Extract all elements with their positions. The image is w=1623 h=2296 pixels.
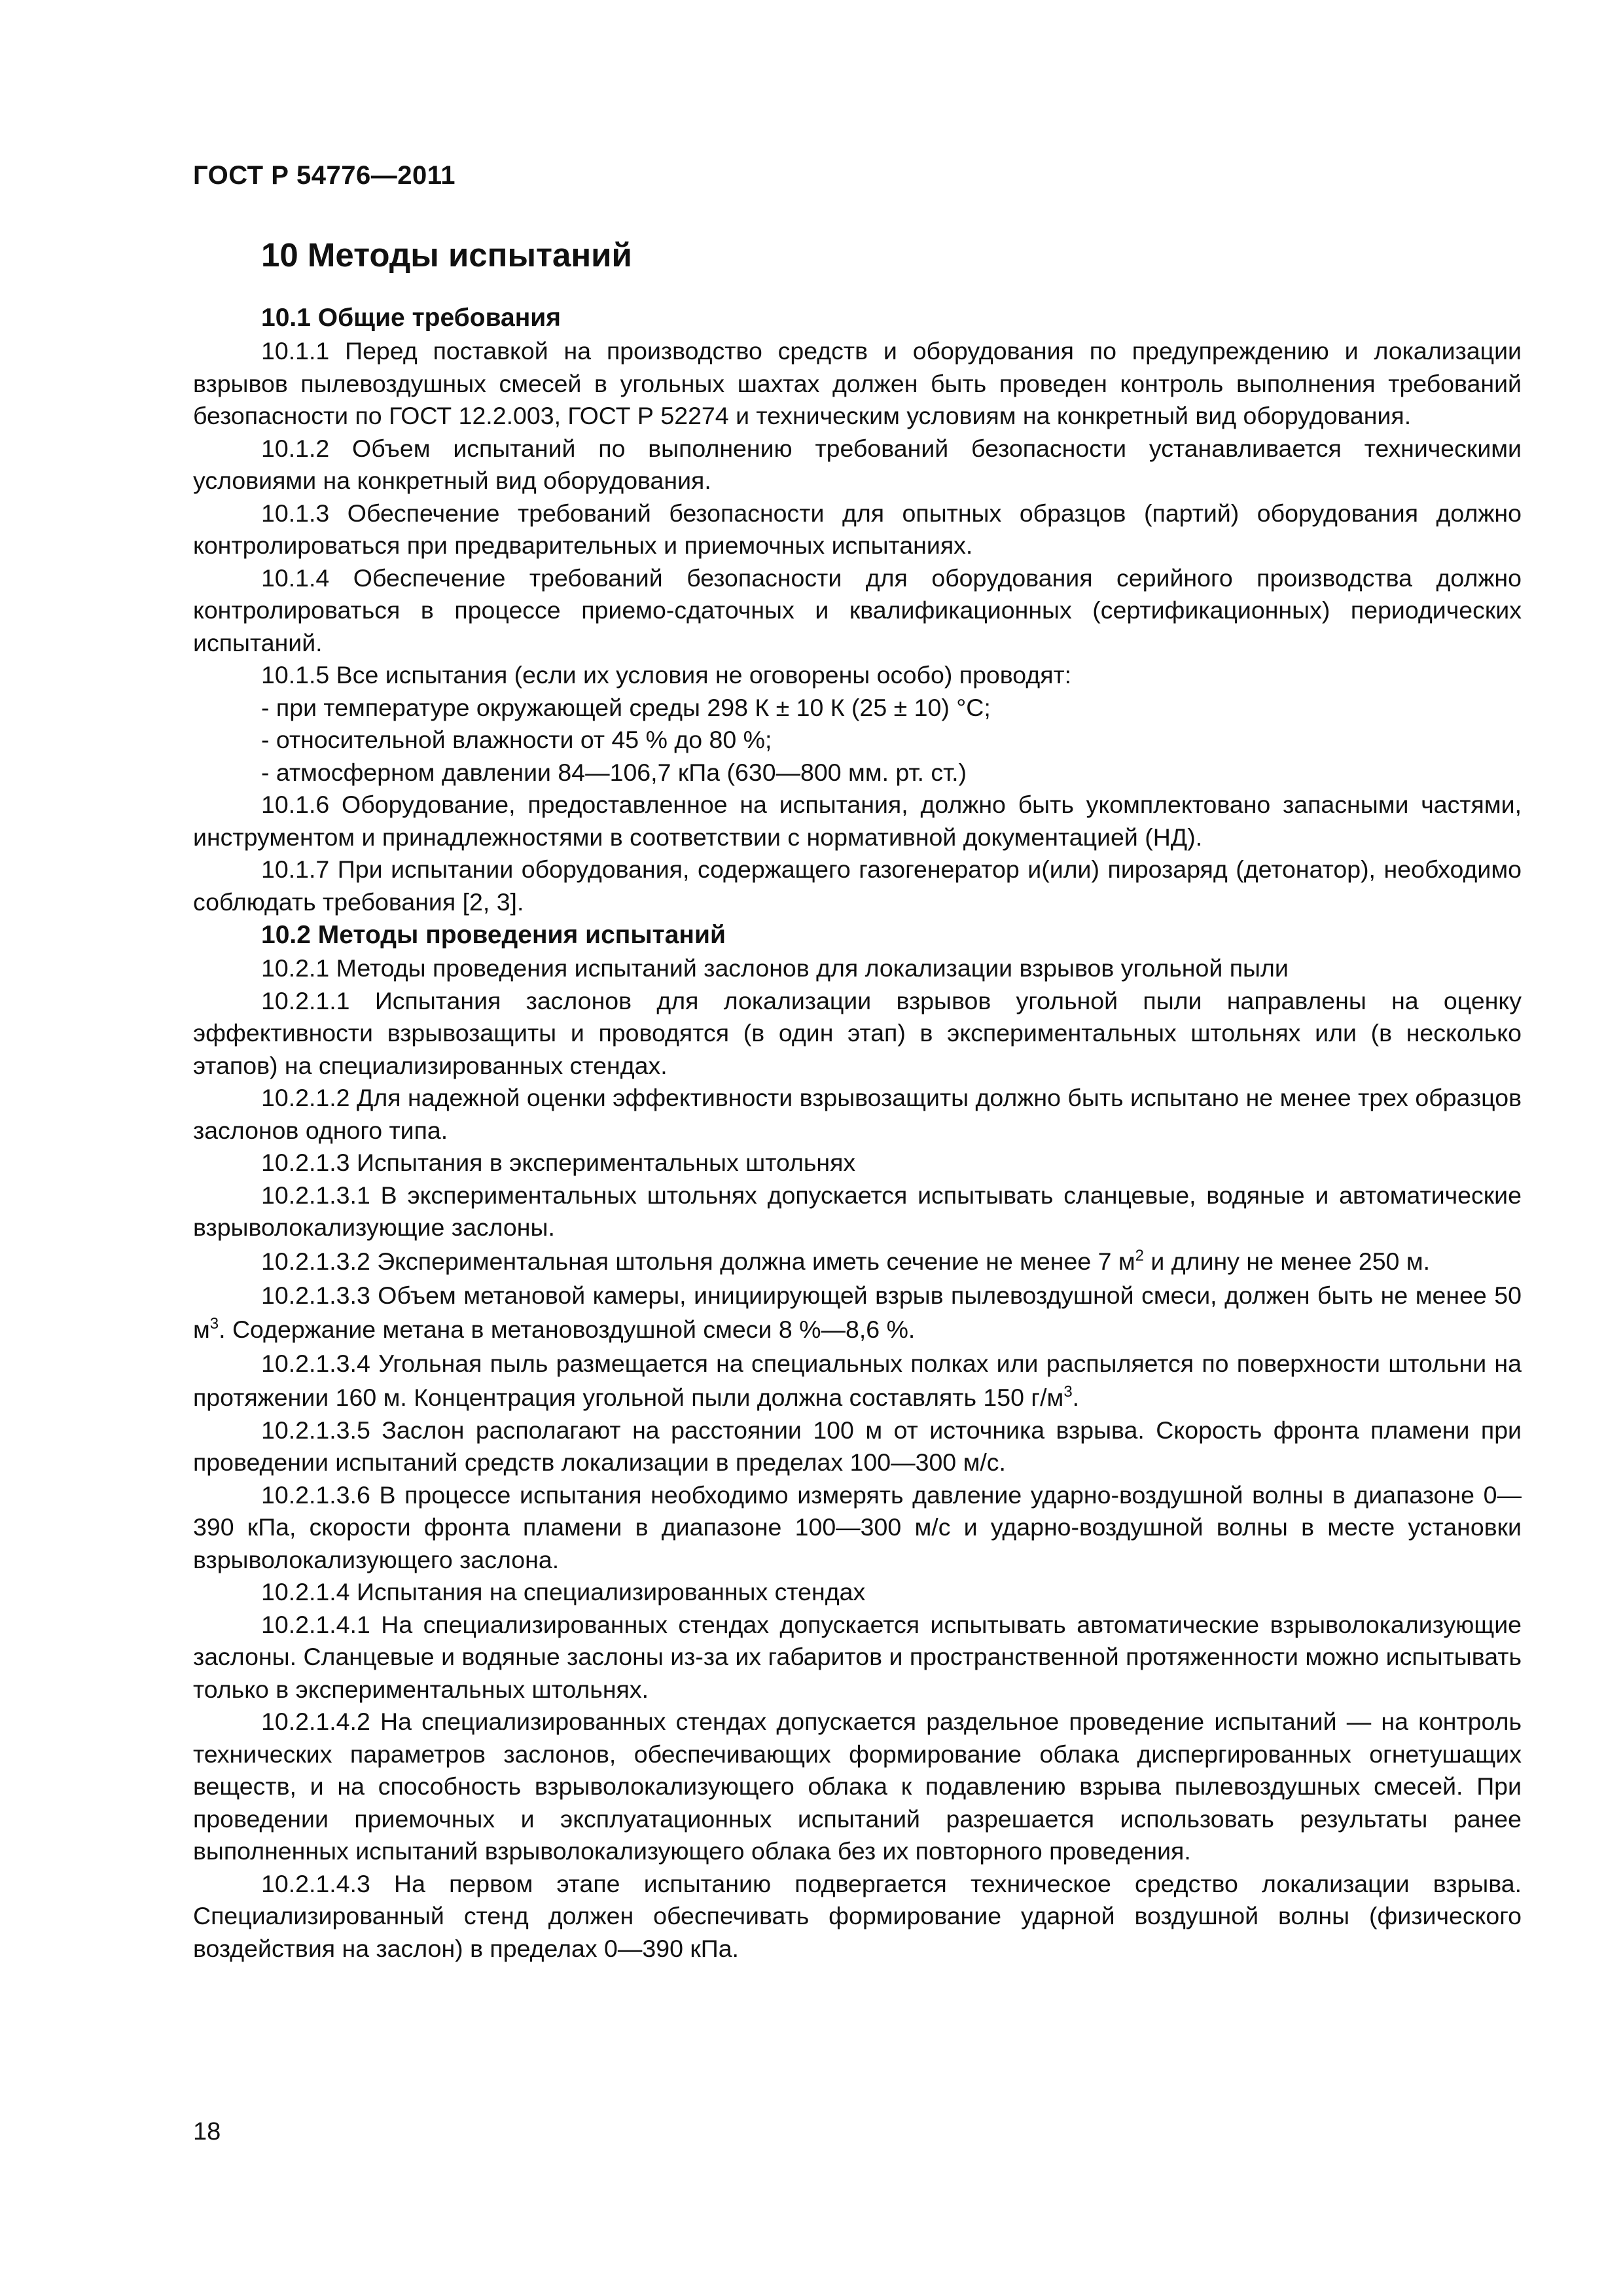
paragraph-10-1-6: 10.1.6 Оборудование, предоставленное на испытания, должно быть укомплектовано запасными частями, инструментом и принадлежностями в соответствии с нормативной документацией (НД). — [193, 791, 1522, 851]
paragraph-10-2-1-3-2-tail: и длину не менее 250 м. — [1144, 1247, 1431, 1275]
paragraph-10-1-5: 10.1.5 Все испытания (если их условия не оговорены особо) проводят: — [261, 661, 1072, 689]
paragraph-10-2-1-3-3-tail: . Содержание метана в метановоздушной смеси 8 %—8,6 %. — [219, 1315, 916, 1343]
paragraph-10-2-1-3-4 — [193, 1346, 1522, 1414]
document-code-header: ГОСТ Р 54776—2011 — [193, 161, 455, 190]
page-content — [193, 233, 1522, 1965]
paragraph-10-2-1-3-5: 10.2.1.3.5 Заслон располагают на расстоянии 100 м от источника взрыва. Скорость фронта пламени при проведении испытаний средств локализации в пределах 100—300 м/с. — [193, 1416, 1522, 1476]
paragraph-10-2-1-2: 10.2.1.2 Для надежной оценки эффективности взрывозащиты должно быть испытано не менее трех образцов заслонов одного типа. — [193, 1084, 1522, 1144]
list-item-temperature: - при температуре окружающей среды 298 К ± 10 К (25 ± 10) °С; — [261, 693, 991, 721]
paragraph-10-2-1-3-1: 10.2.1.3.1 В экспериментальных штольнях допускается испытывать сланцевые, водяные и автоматические взрыволокализующие заслоны. — [193, 1181, 1522, 1241]
paragraph-10-2-1: 10.2.1 Методы проведения испытаний заслонов для локализации взрывов угольной пыли — [261, 954, 1289, 982]
paragraph-10-1-4: 10.1.4 Обеспечение требований безопасности для оборудования серийного производства должно контролироваться в процессе приемо-сдаточных и квалификационных (сертификационных) периодических испытаний. — [193, 564, 1522, 656]
paragraph-10-1-1: 10.1.1 Перед поставкой на производство средств и оборудования по предупреждению и локализации взрывов пылевоздушных смесей в угольных шахтах должен быть проведен контроль выполнения требований безопасности по ГОСТ 12.2.003, ГОСТ Р 52274 и техническим условиям на конкретный вид оборудования. — [193, 337, 1522, 429]
paragraph-10-2-1-3: 10.2.1.3 Испытания в экспериментальных штольнях — [261, 1149, 856, 1176]
subsection-title-10-2: 10.2 Методы проведения испытаний — [261, 921, 726, 949]
paragraph-10-2-1-3-3-text: 10.2.1.3.3 Объем метановой камеры, инициирующей взрыв пылевоздушной смеси, должен быть не менее 50 м — [193, 1281, 1522, 1343]
paragraph-10-2-1-4-2: 10.2.1.4.2 На специализированных стендах допускается раздельное проведение испытаний — на контроль технических параметров заслонов, обеспечивающих формирование облака диспергированных огнетушащих веществ, и на способность взрыволокализующего облака к подавлению взрыва пылевоздушных смесей. При проведении приемочных и эксплуатационных испытаний разрешается использовать результаты ранее выполненных испытаний взрыволокализующего облака без их повторного проведения. — [193, 1708, 1522, 1865]
paragraph-10-2-1-3-2 — [193, 1244, 1522, 1278]
superscript-3: 3 — [1063, 1382, 1073, 1401]
paragraph-10-1-3: 10.1.3 Обеспечение требований безопасности для опытных образцов (партий) оборудования должно контролироваться при предварительных и приемочных испытаниях. — [193, 499, 1522, 559]
paragraph-10-2-1-3-2-text: 10.2.1.3.2 Экспериментальная штольня должна иметь сечение не менее 7 м — [261, 1247, 1135, 1275]
superscript-2: 2 — [1135, 1246, 1145, 1265]
paragraph-10-2-1-3-3 — [193, 1278, 1522, 1346]
paragraph-10-2-1-3-4-tail: . — [1072, 1383, 1080, 1411]
paragraph-10-1-7: 10.1.7 При испытании оборудования, содержащего газогенератор и(или) пирозаряд (детонатор), необходимо соблюдать требования [2, 3]. — [193, 855, 1522, 916]
section-title: 10 Методы испытаний — [261, 236, 632, 274]
paragraph-10-2-1-4: 10.2.1.4 Испытания на специализированных стендах — [261, 1578, 866, 1605]
page-number: 18 — [193, 2118, 221, 2145]
list-item-humidity: - относительной влажности от 45 % до 80 %; — [261, 726, 772, 753]
paragraph-10-2-1-3-6: 10.2.1.3.6 В процессе испытания необходимо измерять давление ударно-воздушной волны в диапазоне 0—390 кПа, скорости фронта пламени в диапазоне 100—300 м/с и ударно-воздушной волны в месте установки взрыволокализующего заслона. — [193, 1480, 1522, 1573]
paragraph-10-2-1-4-1: 10.2.1.4.1 На специализированных стендах допускается испытывать автоматические взрыволокализующие заслоны. Сланцевые и водяные заслоны из-за их габаритов и пространственной протяженности можно испытывать только в экспериментальных штольнях. — [193, 1610, 1522, 1703]
paragraph-10-1-2: 10.1.2 Объем испытаний по выполнению требований безопасности устанавливается техническими условиями на конкретный вид оборудования. — [193, 434, 1522, 494]
superscript-3: 3 — [209, 1314, 219, 1333]
list-item-pressure: - атмосферном давлении 84—106,7 кПа (630—800 мм. рт. ст.) — [261, 758, 967, 786]
paragraph-10-2-1-4-3: 10.2.1.4.3 На первом этапе испытанию подвергается техническое средство локализации взрыва. Специализированный стенд должен обеспечивать формирование ударной воздушной волны (физического воздействия на заслон) в пределах 0—390 кПа. — [193, 1869, 1522, 1962]
paragraph-10-2-1-1: 10.2.1.1 Испытания заслонов для локализации взрывов угольной пыли направлены на оценку эффективности взрывозащиты и проводятся (в один этап) в экспериментальных штольнях или (в несколько этапов) на специализированных стендах. — [193, 986, 1522, 1079]
paragraph-10-2-1-3-4-text: 10.2.1.3.4 Угольная пыль размещается на специальных полках или распыляется по поверхности штольни на протяжении 160 м. Концентрация угольной пыли должна составлять 150 г/м — [193, 1349, 1522, 1411]
subsection-title-10-1: 10.1 Общие требования — [261, 304, 562, 332]
